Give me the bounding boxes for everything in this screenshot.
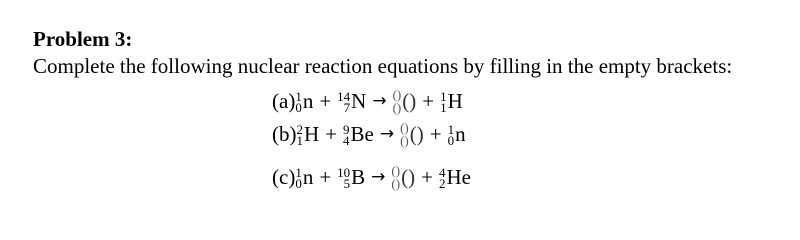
plus-sign: + <box>319 165 332 189</box>
atomic-number: 5 <box>343 175 351 191</box>
problem-instruction: Complete the following nuclear reaction equations by filling in the empty brackets: <box>33 54 733 78</box>
blank-nuclide <box>391 164 415 190</box>
mass-number: 10 <box>337 164 351 180</box>
atomic-number: 7 <box>343 99 351 115</box>
element-symbol: H <box>447 89 463 113</box>
blank-symbol-bracket: () <box>409 122 424 146</box>
element-symbol: Be <box>350 122 374 146</box>
plus-sign: + <box>421 165 433 189</box>
blank-symbol-bracket: () <box>402 89 417 113</box>
reactant-nuclide <box>297 122 320 146</box>
atomic-number: 2 <box>438 175 446 191</box>
mass-number: 1 <box>447 121 455 137</box>
product-nuclide <box>448 122 466 146</box>
plus-sign: + <box>325 122 338 146</box>
atomic-number: 1 <box>296 132 303 148</box>
plus-sign: + <box>429 122 442 146</box>
atomic-number: 0 <box>295 99 302 115</box>
equation-label: (b) <box>272 122 297 146</box>
plus-sign: + <box>422 89 435 113</box>
problem-title: Problem 3: <box>33 27 133 51</box>
equation-label: (c) <box>272 165 296 189</box>
product-nuclide <box>439 165 471 189</box>
mass-number: 1 <box>440 88 447 104</box>
blank-symbol-bracket: () <box>401 165 416 189</box>
mass-number: 9 <box>343 121 350 137</box>
mass-number: 2 <box>296 121 303 137</box>
blank-mass-bracket: () <box>391 163 401 178</box>
atomic-number: 0 <box>295 175 302 191</box>
reactant-nuclide <box>337 165 365 189</box>
mass-number: 4 <box>438 164 446 180</box>
reaction-arrow: → <box>371 167 386 187</box>
reaction-arrow: → <box>379 124 395 144</box>
atomic-number: 4 <box>343 132 350 148</box>
element-symbol: B <box>351 165 366 189</box>
equation-a <box>272 85 463 117</box>
element-symbol: H <box>304 122 320 146</box>
blank-atomic-bracket: () <box>400 133 409 148</box>
element-symbol: n <box>455 122 466 146</box>
equation-c <box>272 161 471 193</box>
element-symbol: He <box>446 165 471 189</box>
reactant-nuclide <box>337 89 366 113</box>
element-symbol: n <box>302 89 314 113</box>
equation-b <box>272 118 466 150</box>
blank-nuclide <box>400 121 424 147</box>
mass-number: 1 <box>295 88 302 104</box>
mass-number: 14 <box>337 88 351 104</box>
blank-mass-bracket: () <box>392 87 402 102</box>
blank-nuclide <box>393 88 417 114</box>
blank-atomic-bracket: () <box>392 100 402 115</box>
element-symbol: n <box>302 165 314 189</box>
reaction-arrow: → <box>372 91 387 111</box>
atomic-number: 0 <box>447 132 455 148</box>
atomic-number: 1 <box>440 99 447 115</box>
mass-number: 1 <box>295 164 302 180</box>
plus-sign: + <box>319 89 332 113</box>
equation-label: (a) <box>272 89 296 113</box>
reactant-nuclide <box>295 165 313 189</box>
blank-atomic-bracket: () <box>391 176 401 191</box>
element-symbol: N <box>351 89 367 113</box>
blank-mass-bracket: () <box>400 120 409 135</box>
reactant-nuclide <box>295 89 313 113</box>
reactant-nuclide <box>343 122 374 146</box>
product-nuclide <box>440 89 463 113</box>
